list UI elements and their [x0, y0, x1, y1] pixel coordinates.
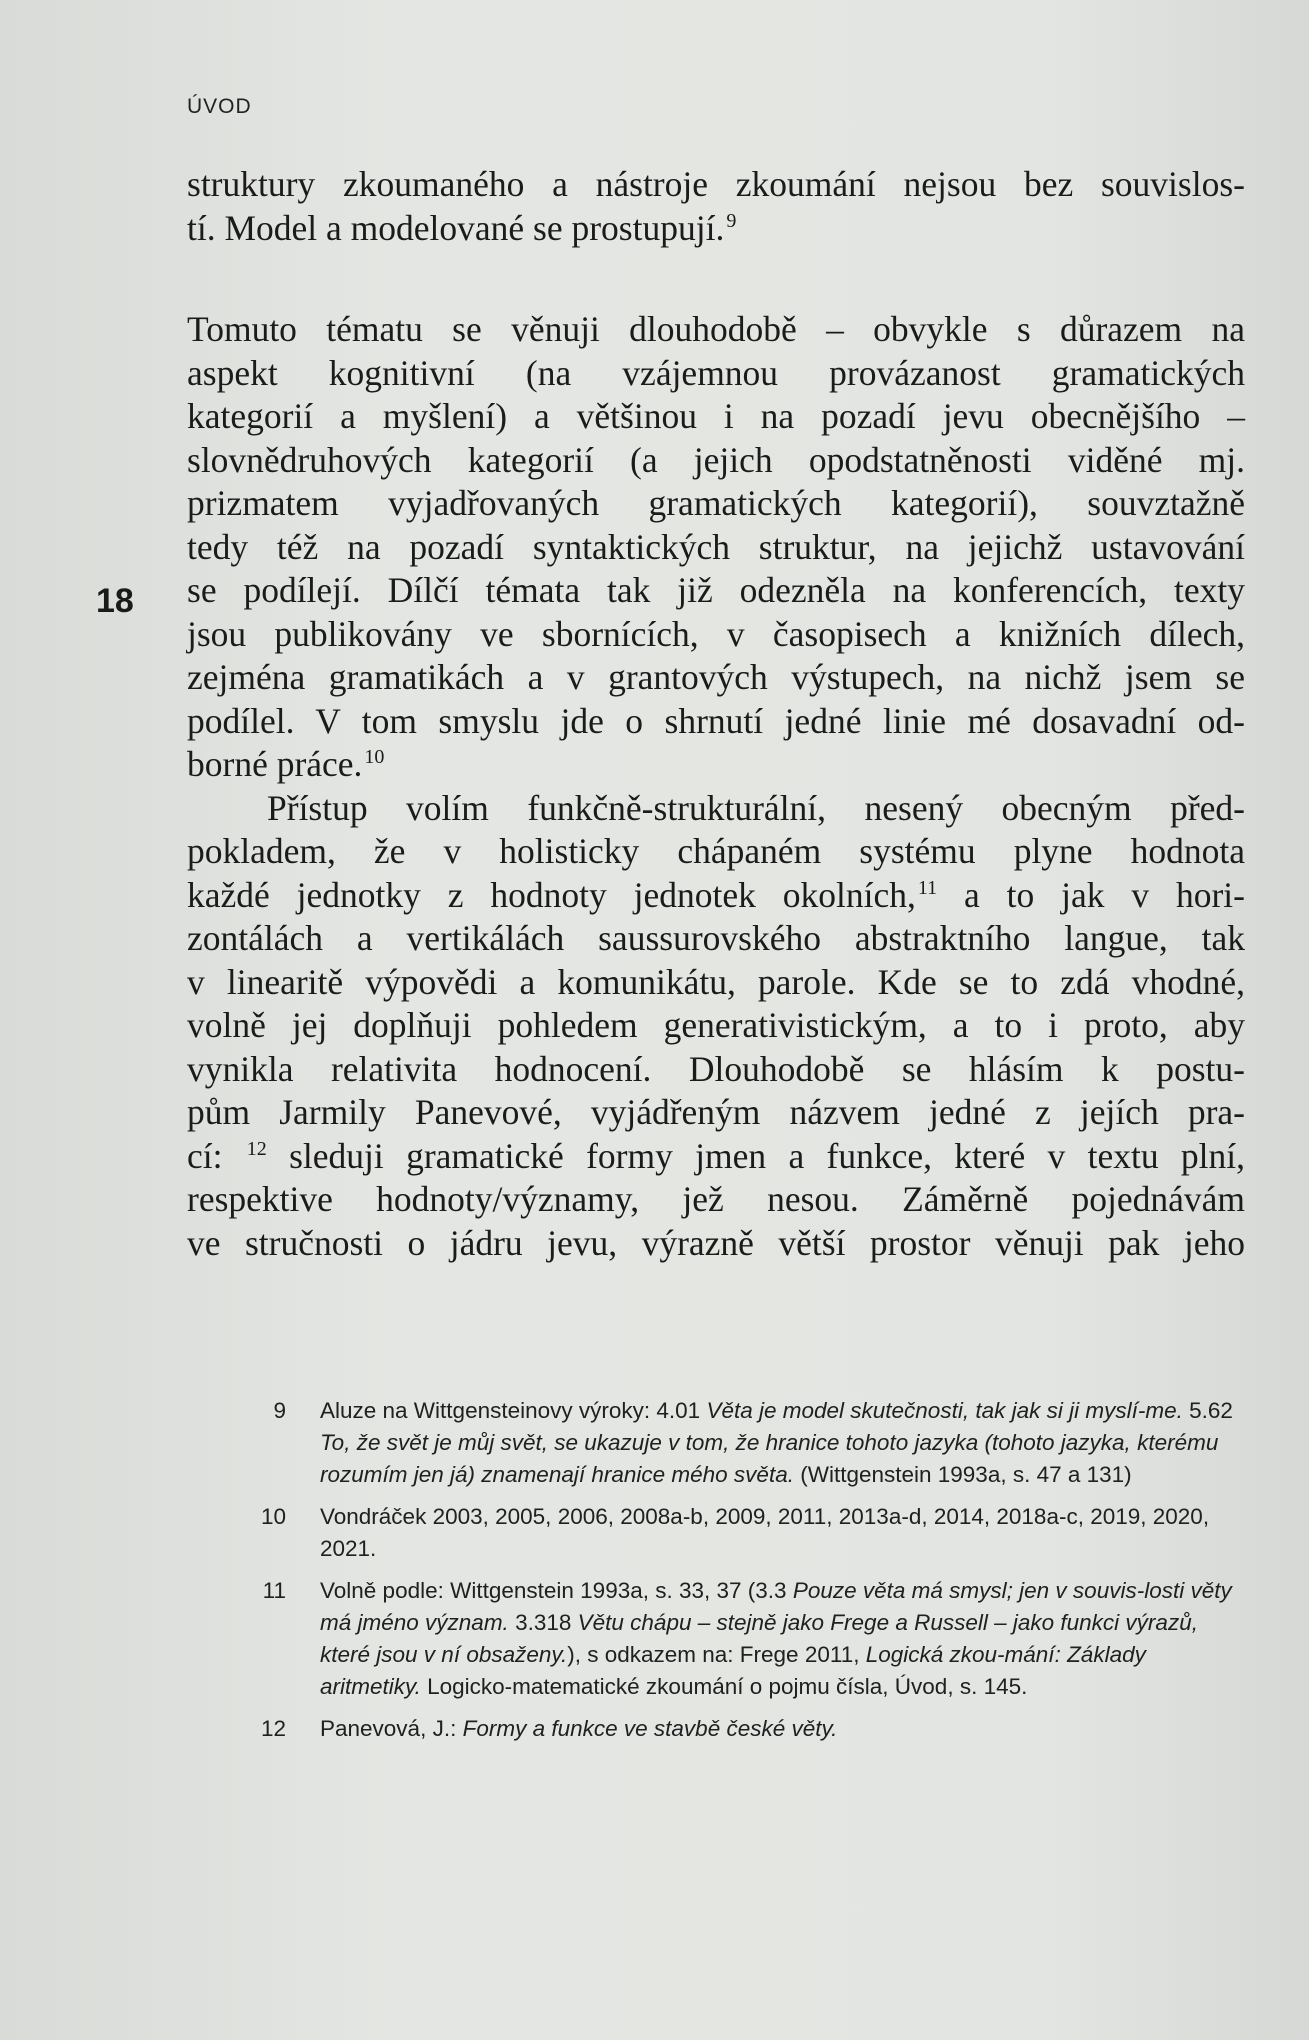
- text-line: se podílejí. Dílčí témata tak již odezněla na konferencích, texty: [187, 570, 1245, 610]
- text-fragment: borné práce.: [187, 744, 363, 784]
- text-line: pokladem, že v holisticky chápaném systému plyne hodnota: [187, 831, 1245, 871]
- footnote-number: 10: [260, 1504, 286, 1529]
- text-line: Přístup volím funkčně-strukturální, nesený obecným před-: [267, 787, 1245, 828]
- footnote-roman: Volně podle: Wittgenstein 1993a, s. 33, 37 (3.3: [320, 1578, 793, 1603]
- text-line: prizmatem vyjadřovaných gramatických kategorií), souvztažně: [187, 483, 1245, 523]
- text-line: kategorií a myšlení) a většinou i na pozadí jevu obecnějšího –: [187, 396, 1245, 436]
- footnote-ref-10[interactable]: 10: [364, 746, 385, 769]
- footnote-number: 12: [260, 1716, 286, 1741]
- text-line: pům Jarmily Panevové, vyjádřeným názvem jedné z jejích pra-: [187, 1092, 1245, 1132]
- text-fragment: a to jak v hori-: [937, 874, 1245, 915]
- footnote-ref-9[interactable]: 9: [726, 209, 737, 232]
- footnote-text: [320, 1713, 1245, 1745]
- text-fragment: sleduji gramatické formy jmen a funkce, které v textu plní,: [266, 1135, 1245, 1176]
- text-fragment: tí. Model a modelované se prostupují.: [187, 207, 725, 248]
- text-fragment: cí:: [187, 1135, 245, 1176]
- footnote-ref-12[interactable]: 12: [246, 1137, 267, 1160]
- footnote-roman: 3.318: [508, 1610, 578, 1635]
- footnote-text: [320, 1501, 1245, 1565]
- footnote-number: 9: [273, 1398, 286, 1423]
- footnote-roman: 5.62: [1182, 1398, 1233, 1423]
- text-line: [187, 1135, 1245, 1179]
- text-line: Tomuto tématu se věnuji dlouhodobě – obvykle s důrazem na: [187, 309, 1245, 349]
- text-line: [187, 874, 1245, 918]
- text-line: v linearitě výpovědi a komunikátu, parole. Kde se to zdá vhodné,: [187, 961, 1245, 1002]
- text-line: jsou publikovány ve sbornících, v časopisech a knižních dílech,: [187, 613, 1245, 654]
- footnote-italic: Větu chápu – stejně jako Frege a Russell – jako funkci výrazů, které jsou v ní obsaženy.: [320, 1610, 1198, 1667]
- footnote-roman: Logicko-matematické zkoumání o pojmu čísla, Úvod, s. 145.: [420, 1674, 1028, 1699]
- text-line: podílel. V tom smyslu jde o shrnutí jedné linie mé dosavadní od-: [187, 700, 1245, 741]
- text-line: [187, 207, 1245, 251]
- text-fragment: každé jednotky z hodnoty jednotek okolních,: [187, 874, 916, 915]
- text-line: volně jej doplňuji pohledem generativistickým, a to i proto, aby: [187, 1005, 1245, 1045]
- footnote-text: [320, 1395, 1245, 1491]
- text-line: aspekt kognitivní (na vzájemnou provázanost gramatických: [187, 352, 1245, 393]
- footnote-italic: Pouze věta má smysl; jen v souvis-losti věty má jméno význam.: [320, 1578, 1232, 1635]
- footnote-roman: ), s odkazem na: Frege 2011,: [567, 1642, 866, 1667]
- text-line: tedy též na pozadí syntaktických struktur, na jejichž ustavování: [187, 526, 1245, 567]
- footnote-ref-11[interactable]: 11: [917, 876, 938, 899]
- paragraph-2: [187, 308, 1245, 1265]
- footnote-italic: Formy a funkce ve stavbě české věty.: [462, 1716, 838, 1741]
- running-header: ÚVOD: [187, 95, 252, 118]
- footnote-italic: Logická zkou-mání: Základy aritmetiky.: [320, 1642, 1146, 1699]
- text-line: zontálách a vertikálách saussurovského abstraktního langue, tak: [187, 918, 1245, 958]
- footnote-text: [320, 1575, 1245, 1703]
- footnote-roman: Aluze na Wittgensteinovy výroky: 4.01: [320, 1398, 707, 1423]
- footnote-roman: Panevová, J.:: [320, 1716, 463, 1741]
- footnote-9: [250, 1395, 1245, 1491]
- footnotes: [250, 1395, 1245, 1755]
- footnote-10: [250, 1501, 1245, 1565]
- page-number: 18: [96, 582, 134, 620]
- footnote-11: [250, 1575, 1245, 1703]
- text-line: zejména gramatikách a v grantových výstupech, na nichž jsem se: [187, 657, 1245, 697]
- footnote-roman: Vondráček 2003, 2005, 2006, 2008a-b, 2009, 2011, 2013a-d, 2014, 2018a-c, 2019, 2020, 2021.: [320, 1504, 1210, 1561]
- text-line: vynikla relativita hodnocení. Dlouhodobě se hlásím k postu-: [187, 1048, 1245, 1089]
- footnote-12: [250, 1713, 1245, 1745]
- text-line: respektive hodnoty/významy, jež nesou. Záměrně pojednávám: [187, 1179, 1245, 1219]
- footnote-italic: To, že svět je můj svět, se ukazuje v tom, že hranice tohoto jazyka (tohoto jazyka, kterému rozumím jen já) znamenají hranice mého světa.: [320, 1430, 1219, 1487]
- footnote-number: 11: [262, 1578, 286, 1603]
- footnote-roman: (Wittgenstein 1993a, s. 47 a 131): [793, 1462, 1132, 1487]
- paragraph-1: [187, 163, 1245, 250]
- text-line: [187, 743, 1245, 787]
- footnote-italic: Věta je model skutečnosti, tak jak si ji myslí-me.: [706, 1398, 1183, 1423]
- text-line: ve stručnosti o jádru jevu, výrazně větší prostor věnuji pak jeho: [187, 1222, 1245, 1263]
- text-line: struktury zkoumaného a nástroje zkoumání nejsou bez souvislos-: [187, 164, 1245, 204]
- text-line: slovnědruhových kategorií (a jejich opodstatněnosti viděné mj.: [187, 439, 1245, 480]
